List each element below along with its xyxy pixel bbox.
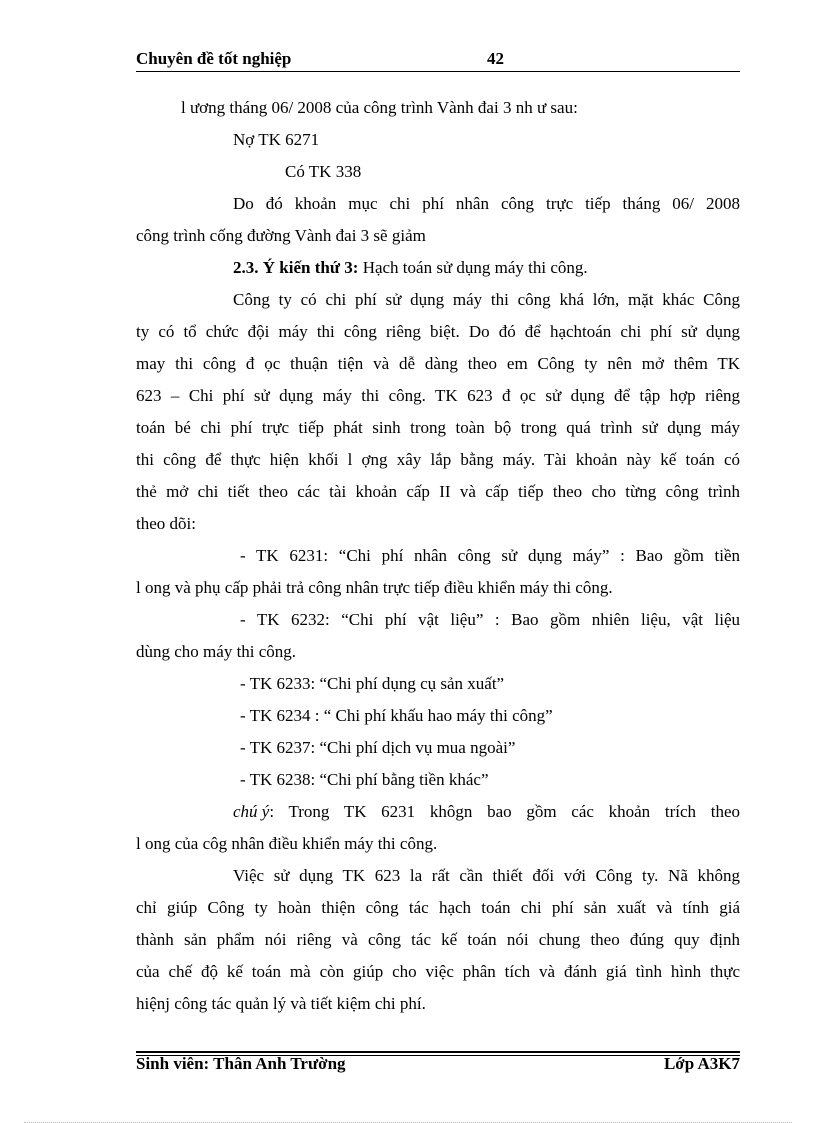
section-number: 2.3. Ý kiến thứ 3: — [233, 258, 359, 277]
section-title: Hạch toán sử dụng máy thi công. — [358, 258, 588, 277]
text-line: may thi công đ ọc thuận tiện và dễ dàng theo em Công ty nên mở thêm TK — [136, 354, 740, 373]
text-line: Có TK 338 — [285, 162, 362, 181]
text-line: chỉ giúp Công ty hoàn thiện công tác hạch toán chi phí sản xuất và tính giá — [136, 898, 740, 917]
note-text: : Trong TK 6231 khôgn bao gồm các khoản trích theo — [269, 802, 740, 821]
text-line: Do đó khoản mục chi phí nhân công trực tiếp tháng 06/ 2008 — [233, 194, 740, 213]
text-line: thành sản phẩm nói riêng và công tác kế toán nói chung theo đúng quy định — [136, 930, 740, 949]
text-line: của chế độ kế toán mà còn giúp cho việc phân tích và đánh giá tình hình thực — [136, 962, 740, 981]
text-line: Nợ TK 6271 — [233, 130, 320, 149]
text-line: công trình cống đường Vành đai 3 sẽ giảm — [136, 226, 426, 245]
page-number: 42 — [487, 49, 504, 68]
list-item: - TK 6234 : “ Chi phí khấu hao máy thi công” — [240, 706, 553, 725]
text-line: 623 – Chi phí sử dụng máy thi công. TK 623 đ ọc sử dụng để tập hợp riêng — [136, 386, 740, 405]
note-label: chú ý — [233, 802, 270, 821]
text-line: l ương tháng 06/ 2008 của công trình Vành đai 3 nh ư sau: — [181, 98, 578, 117]
list-item: - TK 6237: “Chi phí dịch vụ mua ngoài” — [240, 738, 516, 757]
page-header — [136, 49, 740, 71]
text-line: toán bé chi phí trực tiếp phát sinh trong toàn bộ trong quá trình sử dụng máy — [136, 418, 740, 437]
list-item: - TK 6231: “Chi phí nhân công sử dụng máy” : Bao gồm tiền — [240, 546, 740, 565]
text-line: theo dõi: — [136, 514, 196, 533]
note-line — [233, 801, 740, 823]
list-item: - TK 6233: “Chi phí dụng cụ sản xuất” — [240, 674, 505, 693]
footer-rule — [136, 1051, 740, 1053]
section-heading — [233, 257, 588, 279]
text-line: dùng cho máy thi công. — [136, 642, 297, 661]
list-item: - TK 6238: “Chi phí bằng tiền khác” — [240, 770, 489, 789]
text-line: thẻ mở chi tiết theo các tài khoản cấp II và cấp tiếp theo cho từng công trình — [136, 482, 740, 501]
header-rule — [136, 71, 740, 72]
text-line: thi công để thực hiện khối l ợng xây lắp bằng máy. Tài khoản này kế toán có — [136, 450, 740, 469]
page-footer — [136, 1054, 740, 1076]
text-line: Việc sử dụng TK 623 la rất cần thiết đối với Công ty. Nã không — [233, 866, 740, 885]
text-line: hiệnj công tác quản lý và tiết kiệm chi phí. — [136, 994, 426, 1013]
text-line: ty có tổ chức đội máy thi công riêng biệt. Do đó để hạchtoán chi phí sử dụng — [136, 322, 740, 341]
list-item: - TK 6232: “Chi phí vật liệu” : Bao gồm nhiên liệu, vật liệu — [240, 610, 740, 629]
header-title: Chuyên đề tốt nghiệp — [136, 49, 292, 68]
text-line: Công ty có chi phí sử dụng máy thi công khá lớn, mặt khác Công — [233, 290, 740, 309]
footer-student: Sinh viên: Thân Anh Trường — [136, 1054, 346, 1073]
text-line: l ong và phụ cấp phải trả công nhân trực tiếp điều khiển máy thi công. — [136, 578, 613, 597]
footer-class: Lớp A3K7 — [663, 1054, 740, 1073]
text-line: l ong của côg nhân điều khiển máy thi công. — [136, 834, 438, 853]
